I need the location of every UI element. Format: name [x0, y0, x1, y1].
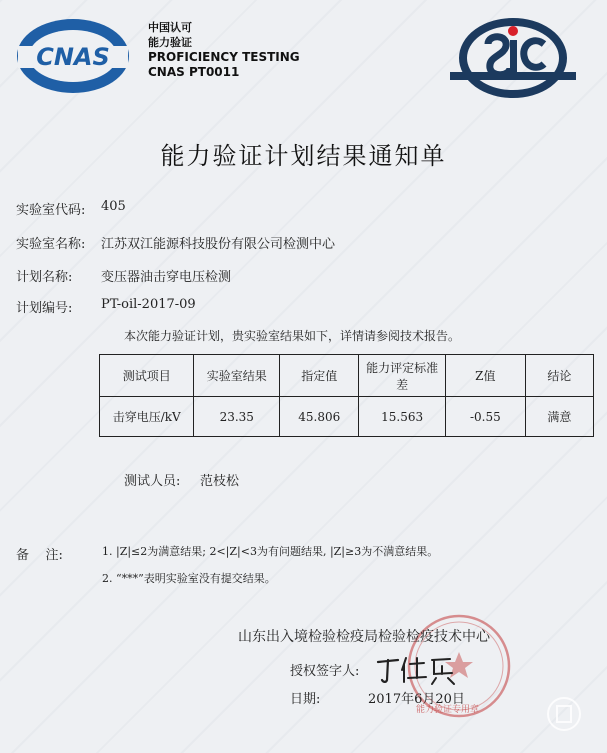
cell-lab-result: 23.35: [194, 397, 280, 437]
lab-name-value: 江苏双江能源科技股份有限公司检测中心: [101, 237, 336, 252]
notes-label: 备 注:: [16, 548, 63, 563]
plan-no-value: PT-oil-2017-09: [101, 297, 196, 312]
tester-label: 测试人员:: [124, 474, 181, 489]
cell-z-value: -0.55: [445, 397, 525, 437]
header-assigned-value: 指定值: [280, 355, 359, 397]
header-lab-result: 实验室结果: [194, 355, 280, 397]
cnas-en-line2: CNAS PT0011: [148, 65, 240, 79]
results-table: [99, 354, 594, 437]
page-title: 能力验证计划结果通知单: [160, 142, 447, 170]
lab-name-label: 实验室名称:: [16, 237, 86, 252]
cnas-label-block: [148, 20, 300, 80]
tester-value: 范枝松: [200, 474, 240, 489]
signatory-label: 授权签字人:: [290, 664, 360, 679]
cell-assigned-value: 45.806: [280, 397, 359, 437]
header-conclusion: 结论: [525, 355, 593, 397]
cnas-cn-line2: 能力验证: [148, 36, 192, 49]
cnas-cn-line1: 中国认可: [148, 21, 192, 34]
issuer-name: 山东出入境检验检疫局检验检疫技术中心: [238, 629, 490, 645]
plan-name-value: 变压器油击穿电压检测: [101, 270, 232, 285]
cell-conclusion: 满意: [525, 397, 593, 437]
date-label: 日期:: [290, 692, 321, 707]
intro-text: 本次能力验证计划，贵实验室结果如下，详情请参阅技术报告。: [124, 329, 461, 343]
note-item-2: 2. “***”表明实验室没有提交结果。: [102, 572, 276, 585]
stamp-text: 能力验证专用章: [416, 705, 480, 715]
note-item-1: 1. |Z|≤2为满意结果; 2<|Z|<3为有问题结果, |Z|≥3为不满意结果。: [102, 545, 439, 558]
header-std-dev: 能力评定标准差: [359, 355, 445, 397]
lab-code-value: 405: [101, 199, 126, 214]
sic-logo: [448, 14, 578, 106]
header-test-item: 测试项目: [100, 355, 194, 397]
cnas-logo-text: CNAS: [36, 43, 110, 71]
header-z-value: Z值: [445, 355, 525, 397]
cnas-en-line1: PROFICIENCY TESTING: [148, 50, 300, 64]
lab-code-label: 实验室代码:: [16, 203, 86, 218]
table-row: [100, 397, 594, 437]
table-header-row: [100, 355, 594, 397]
cnas-logo: [14, 16, 132, 96]
plan-name-label: 计划名称:: [16, 270, 73, 285]
plan-no-label: 计划编号:: [16, 301, 73, 316]
corner-watermark-icon: [544, 694, 584, 734]
cell-std-dev: 15.563: [359, 397, 445, 437]
date-value: 2017年6月20日: [368, 692, 465, 707]
cell-test-item: 击穿电压/kV: [100, 397, 194, 437]
handwritten-signature: [372, 648, 462, 688]
